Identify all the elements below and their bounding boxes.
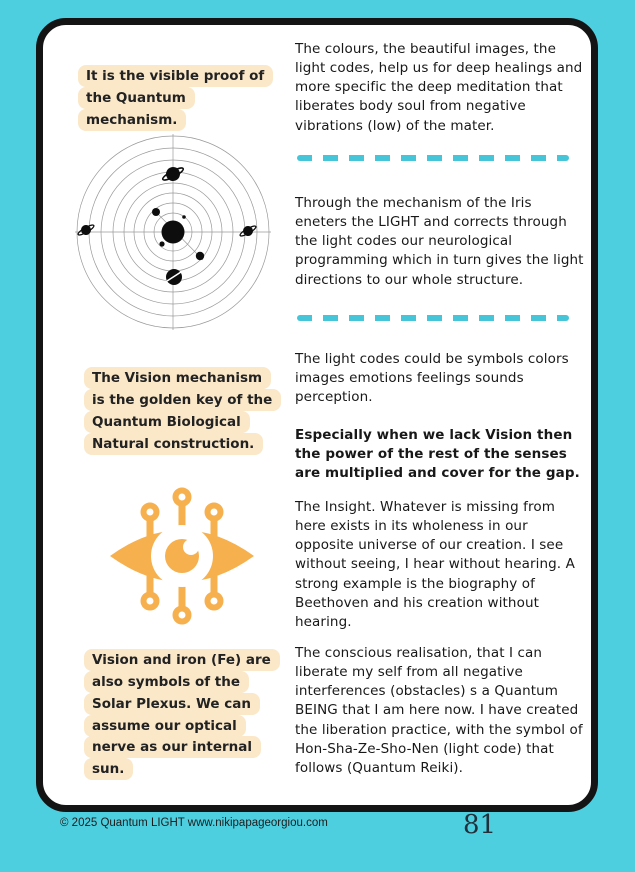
- page-number: 81: [463, 810, 497, 840]
- footer-copyright: © 2025 Quantum LIGHT www.nikipapageorgiou.com: [60, 817, 328, 829]
- eye-network-icon: [104, 480, 260, 632]
- dashed-divider-1: [297, 155, 569, 161]
- paragraph-colours-light-codes: The colours, the beautiful images, the light codes, help us for deep healings and more specific the deep meditation that liberates body soul from negative vibrations (low) of the mater.: [295, 41, 583, 134]
- planet-ringed-left: [76, 221, 97, 239]
- callout-vision-iron: [84, 650, 284, 781]
- paragraph-light-codes-symbols: The light codes could be symbols colors images emotions feelings sounds perception.: [295, 351, 569, 406]
- planet-dot-small: [182, 215, 186, 219]
- planet-ringed-right: [238, 222, 259, 240]
- planet-dot-lower-left: [159, 241, 164, 246]
- callout-vision-mechanism-text: The Vision mechanism is the golden key of the Quantum Biological Natural construction.: [84, 367, 281, 455]
- dashed-divider-2: [297, 315, 569, 321]
- callout-visible-proof-text: It is the visible proof of the Quantum mechanism.: [78, 65, 273, 131]
- paragraph-lack-vision-bold: Especially when we lack Vision then the power of the rest of the senses are multiplied and cover for the gap.: [295, 427, 580, 482]
- callout-vision-mechanism: [84, 368, 274, 455]
- eye-highlight: [183, 539, 199, 555]
- paragraph-iris-mechanism: Through the mechanism of the Iris eneters the LIGHT and corrects through the light codes our neurological programming which in turn gives the light directions to our whole structure.: [295, 195, 584, 288]
- sun-center: [162, 221, 185, 244]
- planet-dot-lower-right: [196, 252, 204, 260]
- orbit-diagram-svg: [67, 126, 279, 338]
- callout-vision-iron-text: Vision and iron (Fe) are also symbols of the Solar Plexus. We can assume our optical nerve as our internal sun.: [84, 649, 280, 780]
- callout-visible-proof: [78, 66, 283, 132]
- orbit-diagram-icon: [67, 126, 279, 338]
- planet-dot-upper-left: [152, 208, 160, 216]
- paragraph-insight: The Insight. Whatever is missing from here exists in its wholeness in our opposite universe of our creation. I see without seeing, I hear without hearing. A strong example is the biography of Beethoven and his creation without hearing.: [295, 499, 575, 630]
- planet-banded-bottom: [166, 269, 182, 285]
- eye-network-svg: [104, 480, 260, 632]
- paragraph-conscious-realisation: The conscious realisation, that I can liberate my self from all negative interferences (obstacles) s a Quantum BEING that I am here now. I have created the liberation practice, with the symbol of Hon-Sha-Ze-Sho-Nen (light code) that follows (Quantum Reiki).: [295, 645, 583, 776]
